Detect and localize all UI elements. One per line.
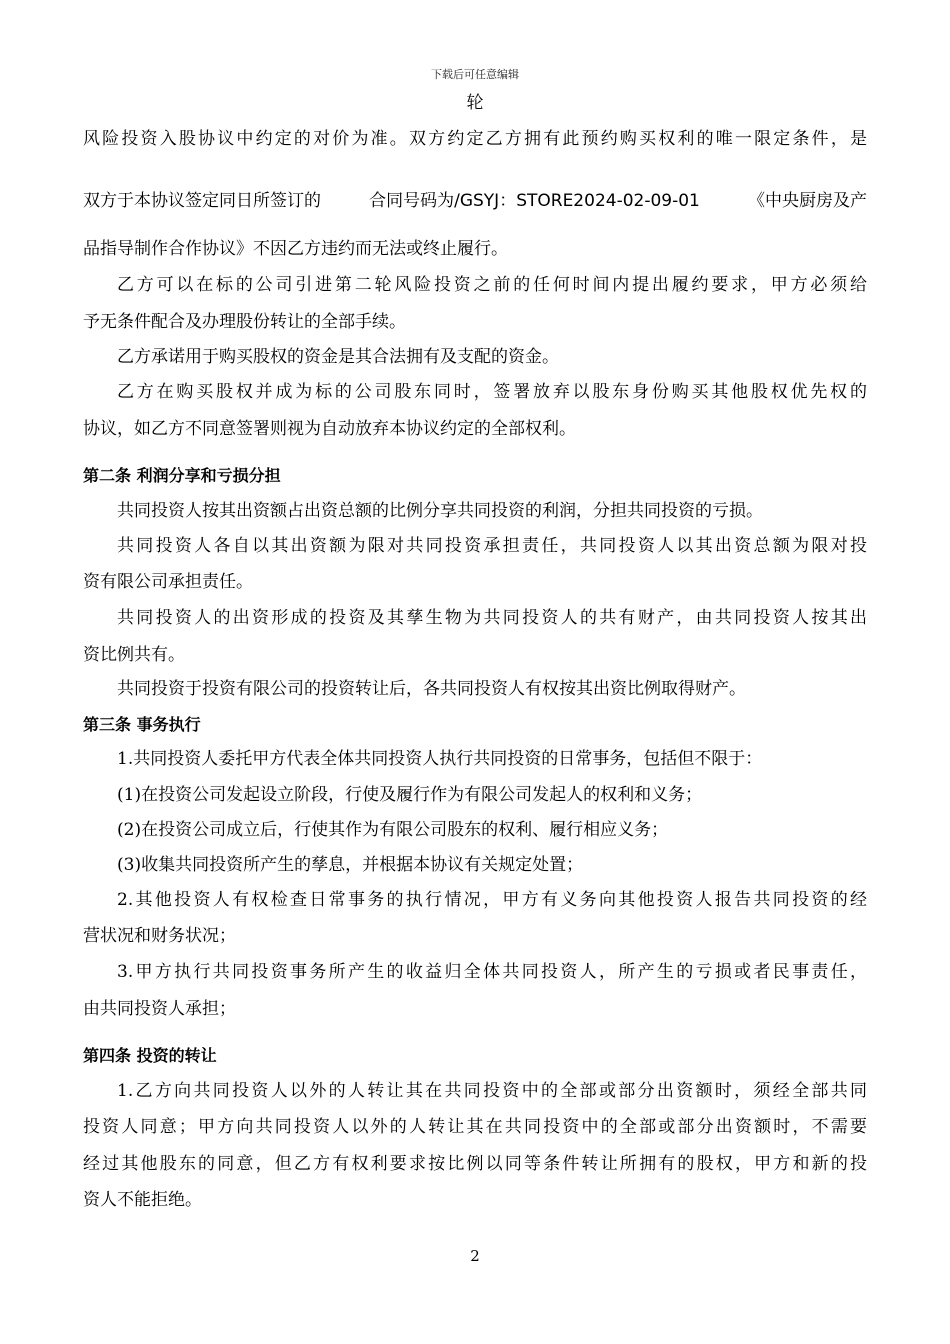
paragraph-line: 共同投资人按其出资额占出资总额的比例分享共同投资的利润，分担共同投资的亏损。: [117, 501, 763, 521]
paragraph-line: 共同投资人各自以其出资额为限对共同投资承担责任，共同投资人以其出资总额为限对投: [117, 536, 867, 556]
list-item: 1.共同投资人委托甲方代表全体共同投资人执行共同投资的日常事务，包括但不限于：: [117, 749, 763, 769]
carry-over-text: 轮: [466, 93, 484, 113]
page-number: 2: [470, 1247, 480, 1265]
paragraph-line: 协议，如乙方不同意签署则视为自动放弃本协议约定的全部权利。: [83, 419, 576, 439]
paragraph-line: 予无条件配合及办理股份转让的全部手续。: [83, 312, 406, 332]
list-item: (3)收集共同投资所产生的孳息，并根据本协议有关规定处置；: [117, 855, 584, 875]
paragraph-line: 乙方在购买股权并成为标的公司股东同时，签署放弃以股东身份购买其他股权优先权的: [117, 382, 867, 402]
page-header: 下载后可任意编辑: [431, 68, 519, 81]
article-4-heading: 第四条 投资的转让: [83, 1046, 217, 1065]
paragraph-line: 共同投资人的出资形成的投资及其孳生物为共同投资人的共有财产，由共同投资人按其出: [117, 608, 867, 628]
paragraph-line: 投资人同意；甲方向共同投资人以外的人转让其在共同投资中的全部或部分出资额时，不需要: [83, 1117, 867, 1137]
paragraph-line: 营状况和财务状况；: [83, 926, 236, 946]
list-item: 1.乙方向共同投资人以外的人转让其在共同投资中的全部或部分出资额时，须经全部共同: [117, 1081, 867, 1101]
text-segment: 《中央厨房及产: [747, 191, 867, 211]
contract-number: 合同号码为/GSYJ：STORE2024-02-09-01: [369, 191, 700, 211]
list-item: (1)在投资公司发起设立阶段，行使及履行作为有限公司发起人的权利和义务；: [117, 785, 703, 805]
paragraph-line: 共同投资于投资有限公司的投资转让后，各共同投资人有权按其出资比例取得财产。: [117, 679, 746, 699]
paragraph-line: 经过其他股东的同意，但乙方有权利要求按比例以同等条件转让所拥有的股权，甲方和新的投: [83, 1154, 867, 1174]
paragraph-line: 资比例共有。: [83, 645, 185, 665]
paragraph-line: 由共同投资人承担；: [83, 999, 236, 1019]
article-3-heading: 第三条 事务执行: [83, 715, 201, 734]
text-segment: 双方于本协议签定同日所签订的: [83, 191, 321, 211]
list-item: 2.其他投资人有权检查日常事务的执行情况，甲方有义务向其他投资人报告共同投资的经: [117, 890, 867, 910]
list-item: (2)在投资公司成立后，行使其作为有限公司股东的权利、履行相应义务；: [117, 820, 669, 840]
paragraph-line: 资人不能拒绝。: [83, 1190, 202, 1210]
paragraph-line: 乙方承诺用于购买股权的资金是其合法拥有及支配的资金。: [117, 347, 559, 367]
paragraph-line: 乙方可以在标的公司引进第二轮风险投资之前的任何时间内提出履约要求，甲方必须给: [117, 275, 867, 295]
article-2-heading: 第二条 利润分享和亏损分担: [83, 466, 281, 485]
paragraph-line: 品指导制作合作协议》不因乙方违约而无法或终止履行。: [83, 239, 508, 259]
paragraph-line: [83, 190, 867, 212]
paragraph-line: 资有限公司承担责任。: [83, 572, 253, 592]
list-item: 3.甲方执行共同投资事务所产生的收益归全体共同投资人，所产生的亏损或者民事责任，: [117, 962, 867, 982]
paragraph-line: 风险投资入股协议中约定的对价为准。双方约定乙方拥有此预约购买权利的唯一限定条件，是: [83, 129, 867, 149]
